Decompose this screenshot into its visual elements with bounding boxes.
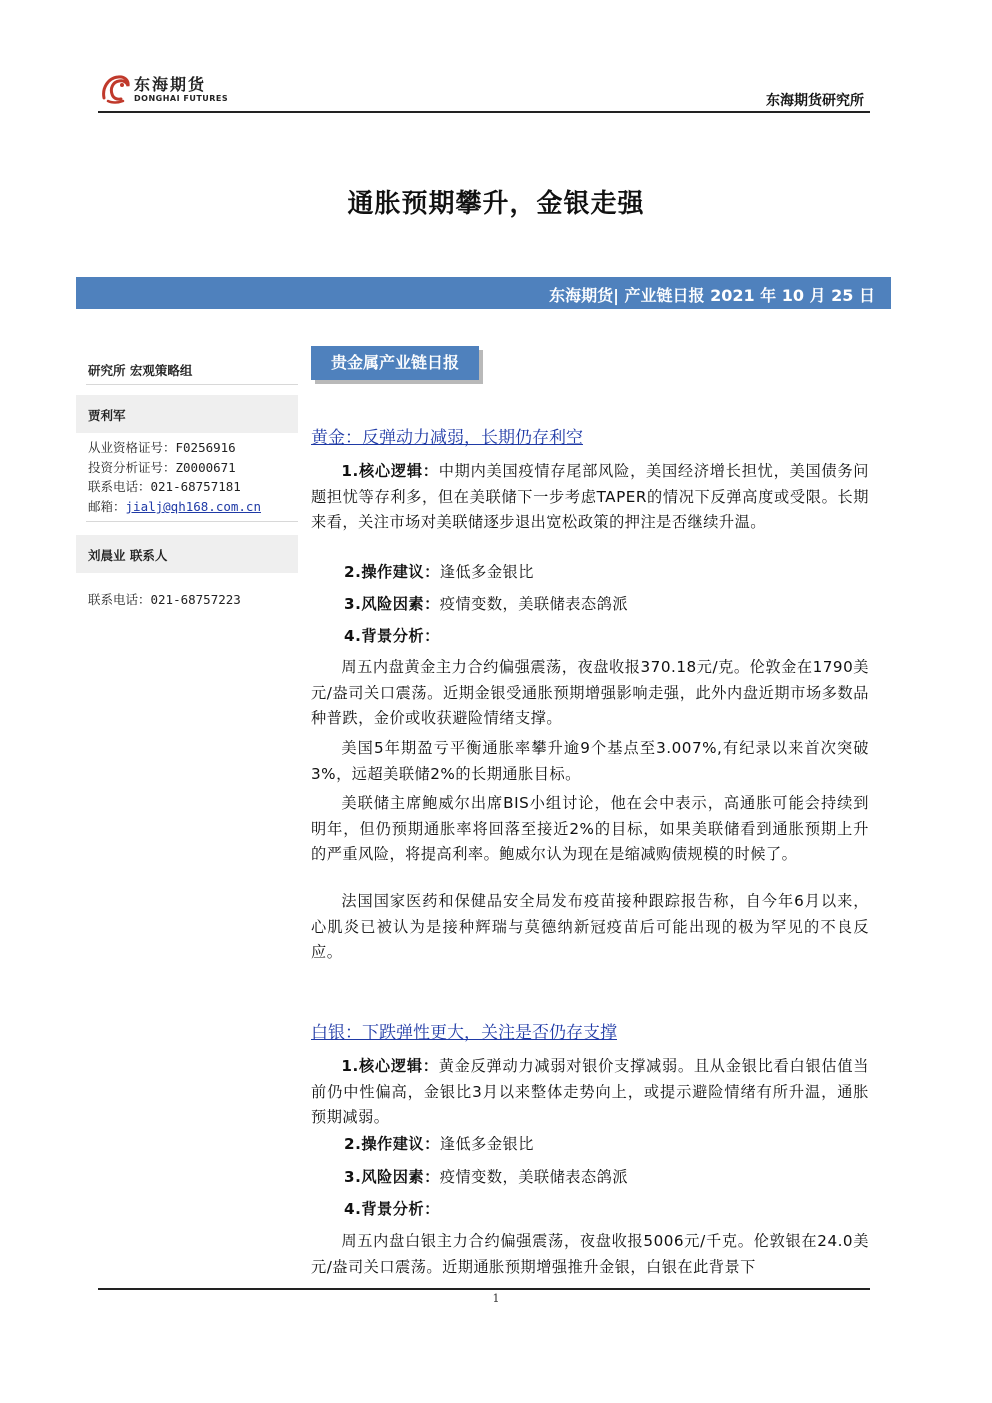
analyst2-name: 刘晨业 联系人 bbox=[88, 548, 168, 563]
silver-background bbox=[344, 1197, 440, 1223]
logo-text-cn: 东海期货 bbox=[134, 75, 207, 94]
sidebar-divider bbox=[86, 521, 298, 522]
silver-heading[interactable]: 白银：下跌弹性更大，关注是否仍存支撑 bbox=[311, 1023, 617, 1043]
silver-risk-text: 疫情变数，美联储表态鸽派 bbox=[439, 1168, 629, 1186]
gold-core-logic bbox=[311, 459, 869, 536]
logo-text-en: DONGHAI FUTURES bbox=[134, 94, 229, 103]
email-link[interactable]: jialj@qh168.com.cn bbox=[125, 499, 261, 514]
footer-divider bbox=[98, 1288, 870, 1290]
analyst2-phone: 联系电话：021-68757223 bbox=[88, 592, 241, 607]
gold-risk bbox=[344, 592, 628, 618]
report-title: 通胀预期攀升，金银走强 bbox=[347, 189, 645, 219]
gold-bg-paragraph: 法国国家医药和保健品安全局发布疫苗接种跟踪报告称，自今年6月以来，心肌炎已被认为是接种辉瑞与莫德纳新冠疫苗后可能出现的极为罕见的不良反应。 bbox=[311, 892, 869, 961]
dragon-logo-icon bbox=[98, 70, 134, 106]
page-number: 1 bbox=[492, 1292, 500, 1305]
gold-bg-paragraph: 美国5年期盈亏平衡通胀率攀升逾9个基点至3.007%,有纪录以来首次突破3%，远超美联储2%的长期通胀目标。 bbox=[311, 739, 869, 783]
gold-background bbox=[344, 624, 440, 650]
gold-op-label: 2.操作建议： bbox=[344, 563, 440, 581]
analyst1-qualification: 从业资格证号：F0256916 bbox=[88, 440, 236, 455]
silver-bg-paragraph: 周五内盘白银主力合约偏强震荡，夜盘收报5006元/千克。伦敦银在24.0美元/盎司关口震荡。近期通胀预期增强推升金银，白银在此背景下 bbox=[311, 1232, 869, 1276]
gold-risk-text: 疫情变数，美联储表态鸽派 bbox=[439, 595, 629, 613]
section-badge: 贵金属产业链日报 bbox=[311, 346, 479, 380]
gold-bg-paragraph: 周五内盘黄金主力合约偏强震荡，夜盘收报370.18元/克。伦敦金在1790美元/盎司关口震荡。近期金银受通胀预期增强影响走强，此外内盘近期市场多数品种普跌，金价或收获避险情绪支撑。 bbox=[311, 658, 869, 727]
company-logo bbox=[98, 70, 238, 110]
gold-op-text: 逢低多金银比 bbox=[439, 563, 534, 581]
gold-bg-label: 4.背景分析： bbox=[344, 627, 440, 645]
sidebar-divider bbox=[86, 384, 298, 385]
silver-risk-label: 3.风险因素： bbox=[344, 1168, 440, 1186]
silver-bg-label: 4.背景分析： bbox=[344, 1200, 440, 1218]
silver-core-text: 黄金反弹动力减弱对银价支撑减弱。且从金银比看白银估值当前仍中性偏高，金银比3月以来整体走势向上，或提示避险情绪有所升温，通胀预期减弱。 bbox=[311, 1057, 869, 1126]
sidebar-group: 研究所 宏观策略组 bbox=[88, 363, 193, 378]
silver-op-text: 逢低多金银比 bbox=[439, 1135, 534, 1153]
gold-core-text: 中期内美国疫情存尾部风险，美国经济增长担忧，美国债务问题担忧等存利多，但在美联储下一步考虑TAPER的情况下反弹高度或受限。长期来看，关注市场对美联储逐步退出宽松政策的押注是否继续升温。 bbox=[311, 462, 869, 531]
silver-operation bbox=[344, 1132, 534, 1158]
silver-core-label: 1.核心逻辑： bbox=[341, 1057, 439, 1075]
report-banner bbox=[76, 277, 891, 309]
banner-text: 东海期货| 产业链日报 2021 年 10 月 25 日 bbox=[549, 286, 875, 305]
analyst1-phone: 联系电话：021-68757181 bbox=[88, 479, 241, 494]
gold-risk-label: 3.风险因素： bbox=[344, 595, 440, 613]
email-label: 邮箱： bbox=[88, 499, 126, 514]
analyst1-email-row bbox=[88, 497, 261, 515]
analyst1-name: 贾利军 bbox=[88, 408, 126, 423]
gold-bg-paragraph: 美联储主席鲍威尔出席BIS小组讨论，他在会中表示，高通胀可能会持续到明年，但仍预期通胀率将回落至接近2%的目标，如果美联储看到通胀预期上升的严重风险，将提高利率。鲍威尔认为现在是缩减购债规模的时候了。 bbox=[311, 794, 869, 863]
silver-op-label: 2.操作建议： bbox=[344, 1135, 440, 1153]
header-divider bbox=[98, 111, 870, 113]
institute-name: 东海期货研究所 bbox=[766, 93, 864, 109]
silver-risk bbox=[344, 1165, 628, 1191]
silver-core-logic bbox=[311, 1054, 869, 1131]
gold-operation bbox=[344, 560, 534, 586]
gold-heading[interactable]: 黄金：反弹动力减弱，长期仍存利空 bbox=[311, 428, 583, 448]
gold-core-label: 1.核心逻辑： bbox=[341, 462, 439, 480]
analyst1-investment: 投资分析证号：Z0000671 bbox=[88, 460, 236, 475]
